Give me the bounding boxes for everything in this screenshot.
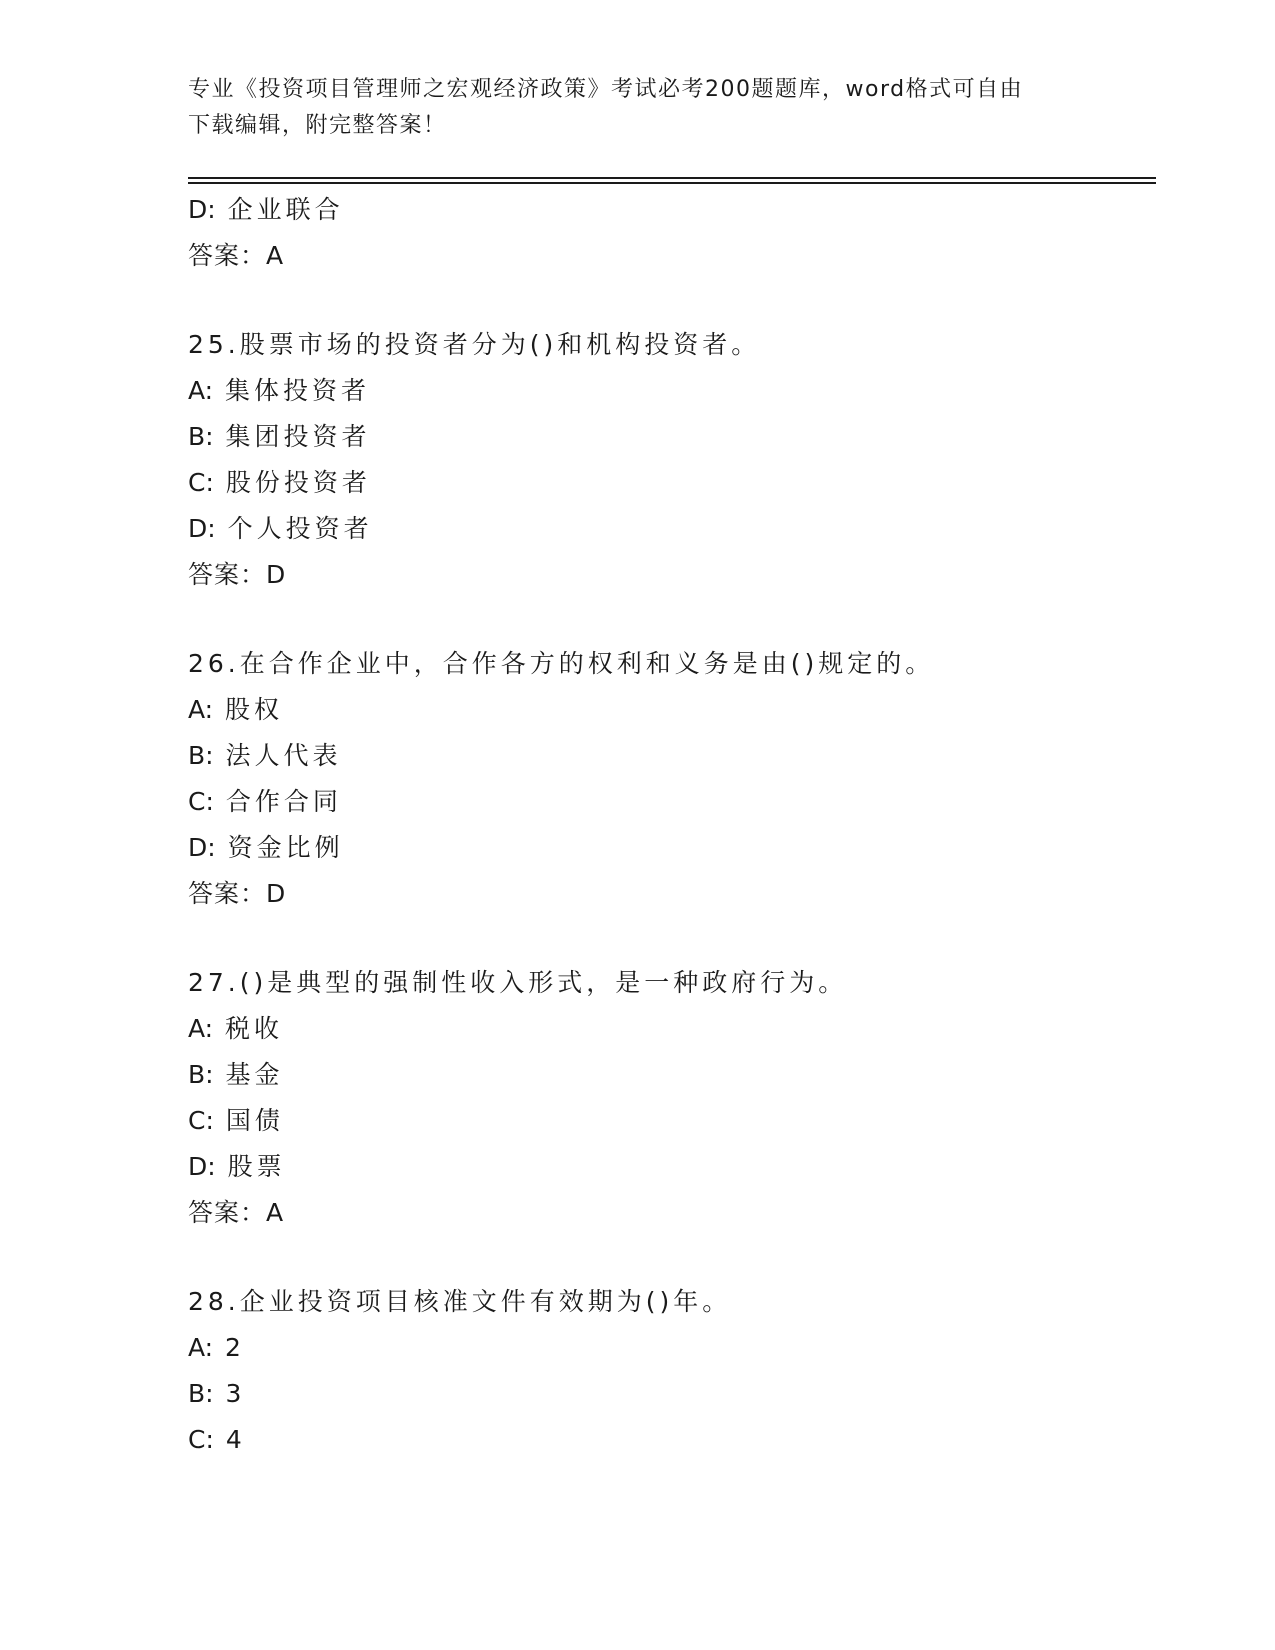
option-text: 股票 <box>227 1152 286 1181</box>
option-label: C: <box>188 1106 214 1135</box>
option-text: 企业联合 <box>227 195 344 224</box>
option-label: B: <box>188 1379 214 1408</box>
option-text: 3 <box>225 1379 246 1408</box>
option-a <box>188 1006 1156 1052</box>
option-text: 集团投资者 <box>225 422 371 451</box>
header-divider-top <box>188 177 1156 179</box>
question-stem: 27.()是典型的强制性收入形式，是一种政府行为。 <box>188 968 848 997</box>
option-d <box>188 187 1156 233</box>
option-label: C: <box>188 468 214 497</box>
option-d <box>188 506 1156 552</box>
option-label: D: <box>188 833 216 862</box>
option-label: D: <box>188 195 216 224</box>
option-label: A: <box>188 1014 214 1043</box>
header-divider-bottom <box>188 182 1156 184</box>
question-28 <box>188 1279 1156 1463</box>
option-text: 个人投资者 <box>227 514 373 543</box>
answer-line: 答案：D <box>188 879 287 908</box>
option-b <box>188 733 1156 779</box>
question-list <box>188 187 1156 1463</box>
option-c <box>188 1098 1156 1144</box>
option-label: C: <box>188 1425 214 1454</box>
option-text: 集体投资者 <box>225 376 371 405</box>
option-d <box>188 1144 1156 1190</box>
document-header <box>188 72 1088 144</box>
option-label: C: <box>188 787 214 816</box>
question-stem: 26.在合作企业中，合作各方的权利和义务是由()规定的。 <box>188 649 935 678</box>
option-label: B: <box>188 1060 214 1089</box>
question-stem: 25.股票市场的投资者分为()和机构投资者。 <box>188 330 761 359</box>
option-text: 法人代表 <box>225 741 342 770</box>
answer-line: 答案：A <box>188 241 285 270</box>
option-label: A: <box>188 695 214 724</box>
option-c <box>188 1417 1156 1463</box>
option-label: B: <box>188 422 214 451</box>
option-text: 股份投资者 <box>225 468 371 497</box>
question-25 <box>188 322 1156 598</box>
question-stem: 28.企业投资项目核准文件有效期为()年。 <box>188 1287 732 1316</box>
option-text: 合作合同 <box>225 787 342 816</box>
option-text: 资金比例 <box>227 833 344 862</box>
option-text: 国债 <box>225 1106 284 1135</box>
question-26 <box>188 641 1156 917</box>
option-c <box>188 779 1156 825</box>
answer-line: 答案：D <box>188 560 287 589</box>
option-text: 基金 <box>225 1060 284 1089</box>
option-a <box>188 687 1156 733</box>
option-text: 2 <box>225 1333 245 1362</box>
option-d <box>188 825 1156 871</box>
option-b <box>188 1052 1156 1098</box>
option-label: D: <box>188 1152 216 1181</box>
option-label: D: <box>188 514 216 543</box>
answer-line: 答案：A <box>188 1198 285 1227</box>
header-line-1: 专业《投资项目管理师之宏观经济政策》考试必考200题题库，word格式可自由 <box>188 77 1024 102</box>
option-text: 4 <box>225 1425 246 1454</box>
header-line-2: 下载编辑，附完整答案！ <box>188 113 447 138</box>
option-text: 税收 <box>225 1014 284 1043</box>
option-a <box>188 1325 1156 1371</box>
option-text: 股权 <box>225 695 284 724</box>
option-label: A: <box>188 1333 214 1362</box>
option-c <box>188 460 1156 506</box>
option-label: A: <box>188 376 214 405</box>
question-27 <box>188 960 1156 1236</box>
option-a <box>188 368 1156 414</box>
option-label: B: <box>188 741 214 770</box>
option-b <box>188 414 1156 460</box>
option-b <box>188 1371 1156 1417</box>
